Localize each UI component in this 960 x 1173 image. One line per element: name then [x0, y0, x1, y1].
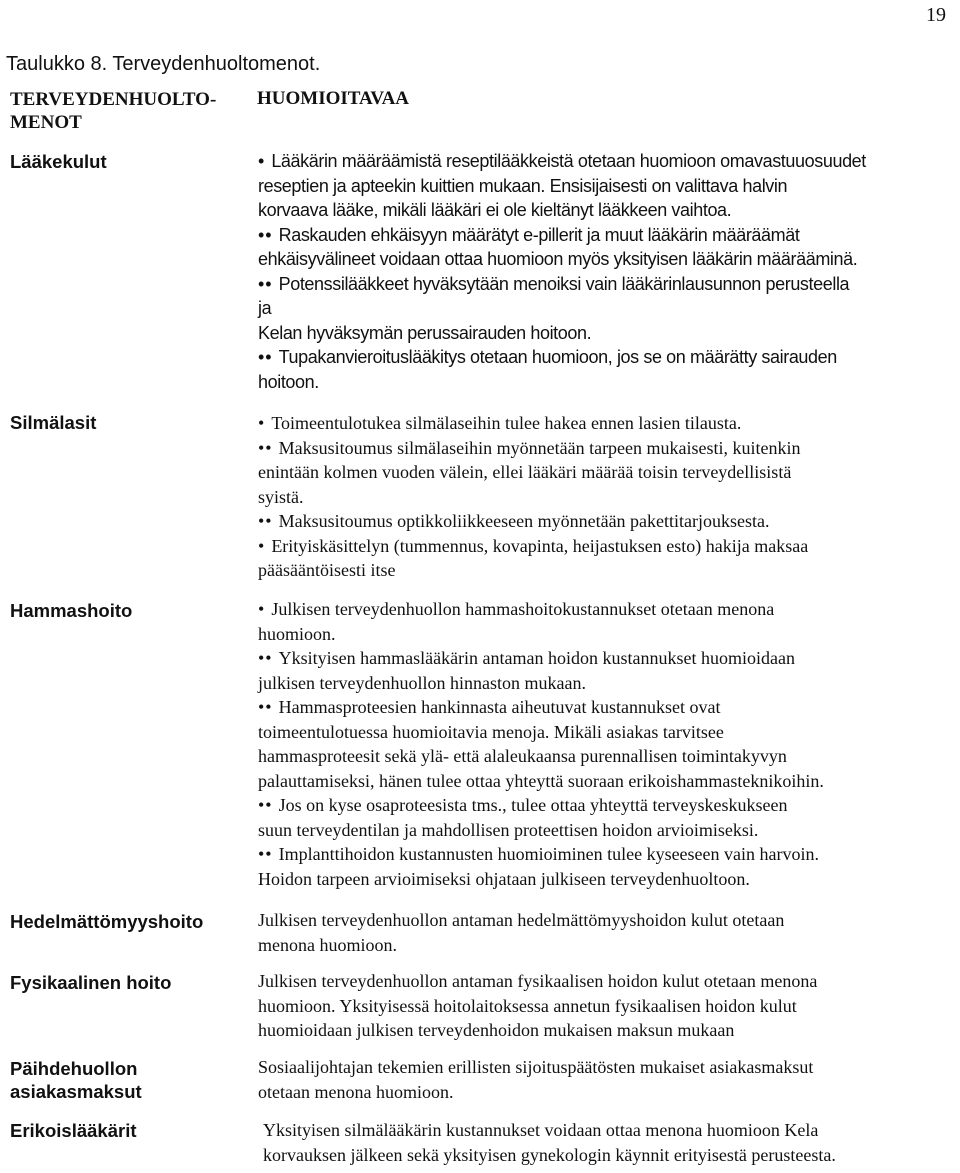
row-notes-laakekulut: • Lääkärin määräämistä reseptilääkkeistä otetaan huomioon omavastuuosuudet reseptien ja apteekin kuittien mukaan. Ensisijaisesti on valittava halvin korvaava lääke, mikäli lääkäri ei ole kieltänyt lääkkeen vaihtoa. •• Raskauden ehkäisyyn määrätyt e-pillerit ja muut lääkärin määräämät ehkäisyvälineet voidaan ottaa huomioon myös yksityisen lääkärin määrääminä. •• Potenssilääkkeet hyväksytään menoiksi vain lääkärinlausunnon perusteella ja Kelan hyväksymän perussairauden hoitoon. •• Tupakanvieroituslääkitys otetaan huomioon, jos se on määrätty sairauden hoitoon.	[258, 149, 950, 394]
table-caption: Taulukko 8. Terveydenhuoltomenot.	[6, 53, 321, 75]
list-item: •• Raskauden ehkäisyyn määrätyt e-pillerit ja muut lääkärin määräämät	[258, 224, 800, 245]
row-label-fysikaalinen-hoito: Fysikaalinen hoito	[10, 972, 172, 993]
column-header-expenses: TERVEYDENHUOLTO- MENOT	[10, 89, 217, 133]
list-item: •• Tupakanvieroituslääkitys otetaan huomioon, jos se on määrätty sairauden	[258, 347, 837, 367]
row-label-paihdehuollon-asiakasmaksut: Päihdehuollon asiakasmaksut	[10, 1058, 142, 1102]
list-item: •• Maksusitoumus optikkoliikkeeseen myönnetään pakettitarjouksesta.	[258, 511, 770, 531]
list-item: •• Hammasproteesien hankinnasta aiheutuvat kustannukset ovat	[258, 697, 721, 717]
row-notes-silmalasit: • Toimeentulotukea silmälaseihin tulee hakea ennen lasien tilausta. •• Maksusitoumus silmälaseihin myönnetään tarpeen mukaisesti, kuitenkin enintään kolmen vuoden välein, ellei lääkäri määrää toisin terveydellisistä syistä. •• Maksusitoumus optikkoliikkeeseen myönnetään pakettitarjouksesta. • Erityiskäsittelyn (tummennus, kovapinta, heijastuksen esto) hakija maksaa pääsääntöisesti itse	[258, 411, 950, 583]
list-item: • Julkisen terveydenhuollon hammashoitokustannukset otetaan menona	[258, 599, 775, 619]
column-header-notes: HUOMIOITAVAA	[257, 88, 410, 109]
list-item: •• Implanttihoidon kustannusten huomioiminen tulee kyseeseen vain harvoin.	[258, 844, 820, 864]
list-item: • Toimeentulotukea silmälaseihin tulee hakea ennen lasien tilausta.	[258, 413, 742, 433]
row-notes-fysikaalinen-hoito: Julkisen terveydenhuollon antaman fysikaalisen hoidon kulut otetaan menona huomioon. Yksityisessä hoitolaitoksessa annetun fysikaalisen hoidon kulut huomioidaan julkisen terveydenhoidon mukaisen maksun mukaan	[258, 971, 818, 1040]
row-label-hammashoito: Hammashoito	[10, 600, 133, 621]
list-item: • Lääkärin määräämistä reseptilääkkeistä otetaan huomioon omavastuuosuudet	[258, 151, 866, 171]
list-item: • Erityiskäsittelyn (tummennus, kovapinta, heijastuksen esto) hakija maksaa	[258, 535, 809, 556]
page-number: 19	[926, 4, 946, 26]
row-label-hedelmattomyyshoito: Hedelmättömyyshoito	[10, 911, 204, 932]
row-notes-hedelmattomyyshoito: Julkisen terveydenhuollon antaman hedelmättömyyshoidon kulut otetaan menona huomioon.	[258, 910, 785, 955]
row-label-erikoislaakarit: Erikoislääkärit	[10, 1120, 137, 1141]
list-item: •• Maksusitoumus silmälaseihin myönnetään tarpeen mukaisesti, kuitenkin	[258, 437, 801, 458]
row-label-silmalasit: Silmälasit	[10, 412, 97, 433]
row-notes-paihdehuollon-asiakasmaksut: Sosiaalijohtajan tekemien erillisten sijoituspäätösten mukaiset asiakasmaksut otetaan menona huomioon.	[258, 1057, 814, 1102]
list-item: •• Yksityisen hammaslääkärin antaman hoidon kustannukset huomioidaan	[258, 648, 796, 668]
row-notes-erikoislaakarit: Yksityisen silmälääkärin kustannukset voidaan ottaa menona huomioon Kela korvauksen jälkeen sekä yksityisen gynekologin käynnit erityisestä perusteesta.	[263, 1120, 836, 1165]
row-notes-hammashoito: • Julkisen terveydenhuollon hammashoitokustannukset otetaan menona huomioon. •• Yksityisen hammaslääkärin antaman hoidon kustannukset huomioidaan julkisen terveydenhuollon hinnaston mukaan. •• Hammasproteesien hankinnasta aiheutuvat kustannukset ovat toimeentulotuessa huomioitavia menoja. Mikäli asiakas tarvitsee hammasproteesit sekä ylä- että alaleukaansa purennallisen toimintakyvyn palauttamiseksi, hänen tulee ottaa yhteyttä suoraan erikoishammasteknikoihin. •• Jos on kyse osaproteesista tms., tulee ottaa yhteyttä terveyskeskukseen suun terveydentilan ja mahdollisen proteettisen hoidon arvioimiseksi. •• Implanttihoidon kustannusten huomioiminen tulee kyseeseen vain harvoin. Hoidon tarpeen arvioimiseksi ohjataan julkiseen terveydenhuoltoon.	[258, 597, 950, 891]
list-item: •• Jos on kyse osaproteesista tms., tulee ottaa yhteyttä terveyskeskukseen	[258, 795, 788, 815]
row-label-laakekulut: Lääkekulut	[10, 151, 107, 172]
list-item: •• Potenssilääkkeet hyväksytään menoiksi vain lääkärinlausunnon perusteella	[258, 273, 850, 294]
